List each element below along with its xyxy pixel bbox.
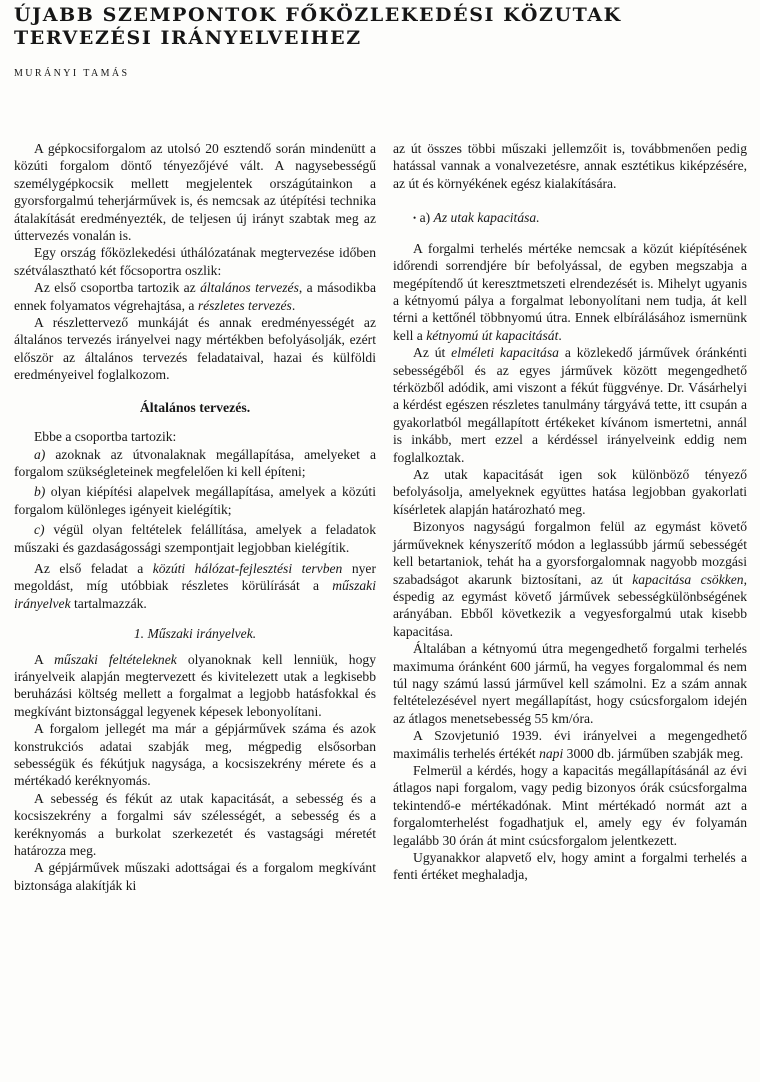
section-marker: a) [419, 210, 431, 226]
section-heading-general: Általános tervezés. [139, 399, 251, 415]
emphasis-theoretical-capacity: elméleti kapacitása [451, 345, 559, 361]
first-task-paragraph [14, 560, 376, 612]
capacity-paragraph-1 [393, 240, 747, 344]
list-item-b [14, 483, 376, 518]
emphasis-general-planning: általános tervezés [200, 280, 299, 296]
text-run: a közlekedő járművek óránkénti sebességéből és az egyes járművek között megengedhető térközből adódik, ami viszont a fékút függvénye. Dr. Vásárhelyi a kérdést egészen részletes tanulmány tárgyává tette, itt csupán a gyakorlatból megállapított értékeket kívánom ismertetni, annál is inkább, mert ezzel a kérdéssel irányelveink eddig nem foglalkoztak. [393, 345, 747, 465]
text-run: A Szovjetunió 1939. évi irányelvei a megengedhető maximális terhelés értékét [393, 728, 747, 761]
text-run: Az első feladat a [34, 560, 153, 576]
text-run: olyanoknak kell lenniük, hogy irányelveik alapján megtervezett és kivitelezett utak a legkisebb beruházási költség mellett a forgalmat a legjobb hatásfokkal és megkívánt biztonsággal legyenek képesek lebonyolítani. [14, 651, 376, 719]
text-run: tartalmazzák. [70, 595, 147, 611]
list-item-a [14, 446, 376, 481]
text-run: A forgalmi terhelés mértéke nemcsak a közút kiépítésének időrendi sorrendjére bír befolyással, de egyben megszabja a megépítendő út keresztmetszeti elrendezését is. Mihelyt ugyanis a kétnyomú pálya a forgalmat lebonyolítani nem tudja, át kell térni a kettőnél többnyomú útra. Ennek elbírálásához ismernünk kell a [393, 240, 747, 343]
bullet-icon: • [413, 213, 417, 224]
article-title [14, 4, 754, 50]
author-name: MURÁNYI TAMÁS [14, 68, 130, 79]
intro-paragraph-4: A részlettervező munkáját és annak eredményességét az általános tervezés irányelvei nagy mértékben befolyásolják, ezért először az általános tervezés feladataival, hazai és külföldi eredményeivel foglalkozom. [14, 315, 376, 383]
emphasis-daily: napi [539, 745, 564, 761]
emphasis-capacity-decreases: kapacitása csökken [632, 571, 744, 587]
task-list [14, 446, 376, 556]
technical-paragraph-3: A sebesség és fékút az utak kapacitását, a sebesség és a kocsiszekrény a forgalmi sáv szélességét, a sebesség és a keréknyomás a burkolat szerkezetét és vastagsági méretét határozza meg. [14, 790, 376, 859]
technical-paragraph-2: A forgalom jellegét ma már a gépjárművek száma és azok konstrukciós adatai szabják meg, mégpedig elsősorban sebességük és fékútjuk nagysága, a kocsiszekrény mérete és a mértékadó keréknyomás. [14, 721, 376, 789]
list-marker: a) [34, 446, 46, 462]
capacity-paragraph-2 [393, 344, 747, 466]
list-intro: Ebbe a csoportba tartozik: [34, 429, 177, 445]
list-marker: b) [34, 484, 46, 500]
text-run: , a másodikba ennek folyamatos végrehajtása, a [14, 280, 376, 313]
list-item-c [14, 521, 376, 556]
continuation-paragraph: az út összes többi műszaki jellemzőit is, továbbmenően pedig hatással vannak a vonalvezetésre, annak esztétikus kiképzésére, az út és környékének egész kialakítására. [393, 141, 747, 191]
right-column [393, 140, 747, 884]
intro-paragraph-1: A gépkocsiforgalom az utolsó 20 esztendő során mindenütt a közúti forgalom döntő tényezőjévé vált. A nagysebességű személygépkocsik mellett megjelentek országútainkon a gyorsforgalmú teherjárművek is, és nemcsak az útépítési technika átalakítását eredményezték, de teljesen új irányt szabtak meg az úttervezés vonalán is. [14, 141, 376, 244]
technical-paragraph-1 [14, 651, 376, 721]
text-run: A [34, 651, 55, 667]
text-run: . [291, 297, 296, 313]
list-item-text: olyan kiépítési alapelvek megállapítása, amelyek a közúti forgalom különleges igényeit kielégítik; [14, 484, 376, 517]
capacity-paragraph-4 [393, 518, 747, 640]
technical-paragraph-4: A gépjárművek műszaki adottságai és a forgalom megkívánt biztonsága alakítják ki [14, 860, 376, 893]
capacity-paragraph-6 [393, 727, 747, 762]
emphasis-two-lane-capacity: kétnyomú út kapacitását [426, 327, 559, 343]
section-heading-capacity [413, 209, 747, 228]
list-marker: c) [34, 522, 45, 538]
list-item-text: azoknak az útvonalaknak megállapítása, amelyeket a forgalom szükségleteinek megfelelően ki kell építeni; [14, 446, 376, 479]
emphasis-technical-guidelines: műszaki irányelvek [14, 578, 376, 611]
list-item-text: végül olyan feltételek felállítása, amelyek a feladatok műszaki és gazdaságossági szempontjait legjobban kielégítik. [14, 522, 376, 555]
text-run: . [558, 327, 562, 343]
emphasis-network-plan: közúti hálózat-fejlesztési tervben [152, 560, 343, 576]
capacity-paragraph-3: Az utak kapacitását igen sok különböző tényező befolyásolja, amelyeknek együttes hatása legjobban gyakorlati kísérletek alapján határozható meg. [393, 467, 747, 517]
text-run: , éspedig az egymást követő járművek sebességkülönbségének arányában. Ebből következik a vegyesforgalmú utak kisebb kapacitása. [393, 571, 748, 639]
title-line-1: ÚJABB SZEMPONTOK FŐKÖZLEKEDÉSI KÖZUTAK [14, 4, 622, 26]
capacity-paragraph-8: Ugyanakkor alapvető elv, hogy amint a forgalmi terhelés a fenti értéket meghaladja, [393, 850, 747, 883]
text-run: 3000 db. járműben szabják meg. [563, 745, 744, 761]
left-column [14, 140, 376, 894]
text-run: Az első csoportba tartozik az [34, 280, 201, 296]
capacity-paragraph-7: Felmerül a kérdés, hogy a kapacitás megállapításánál az évi átlagos napi forgalom, vagy pedig bizonyos órák csúcsforgalma tekintendő-e mértékadónak. Mint mértékadó normát azt a forgalomterhelést fogadhatjuk el, amely egy év folyamán legalább 30 órán át mint csúcsforgalom jelentkezett. [393, 762, 747, 848]
emphasis-technical-conditions: műszaki feltételeknek [54, 651, 177, 667]
title-line-2: TERVEZÉSI IRÁNYELVEIHEZ [14, 27, 362, 49]
text-run: Bizonyos nagyságú forgalmon felül az egymást követő járműveknek kényszerítő módon a leglassúbb jármű sebességét kell betartaniok, tehát ha a gyorsforgalomnak nagyobb mozgási szabadságot akarunk biztosítani, az út [393, 519, 747, 587]
text-run: nyer megoldást, míg utóbbiak részletes körülírását a [14, 560, 376, 594]
text-run: Az út [413, 345, 452, 361]
subsection-heading-technical: 1. Műszaki irányelvek. [133, 626, 257, 642]
intro-paragraph-3 [14, 279, 376, 314]
capacity-paragraph-5: Általában a kétnyomú útra megengedhető forgalmi terhelés maximuma óránként 600 jármű, ha vegyes forgalommal és nem túl nagy számú lassú járművel kell számolni. Ez a szám annak feltételezésével nyert megállapítást, hogy csúcsforgalom idején az átlagos menetsebesség 55 km/óra. [393, 641, 747, 726]
emphasis-detailed-planning: részletes tervezés [197, 297, 292, 313]
section-title: Az utak kapacitása. [433, 210, 540, 226]
intro-paragraph-2: Egy ország főközlekedési úthálózatának megtervezése időben szétválasztható két főcsoportra oszlik: [14, 245, 376, 278]
